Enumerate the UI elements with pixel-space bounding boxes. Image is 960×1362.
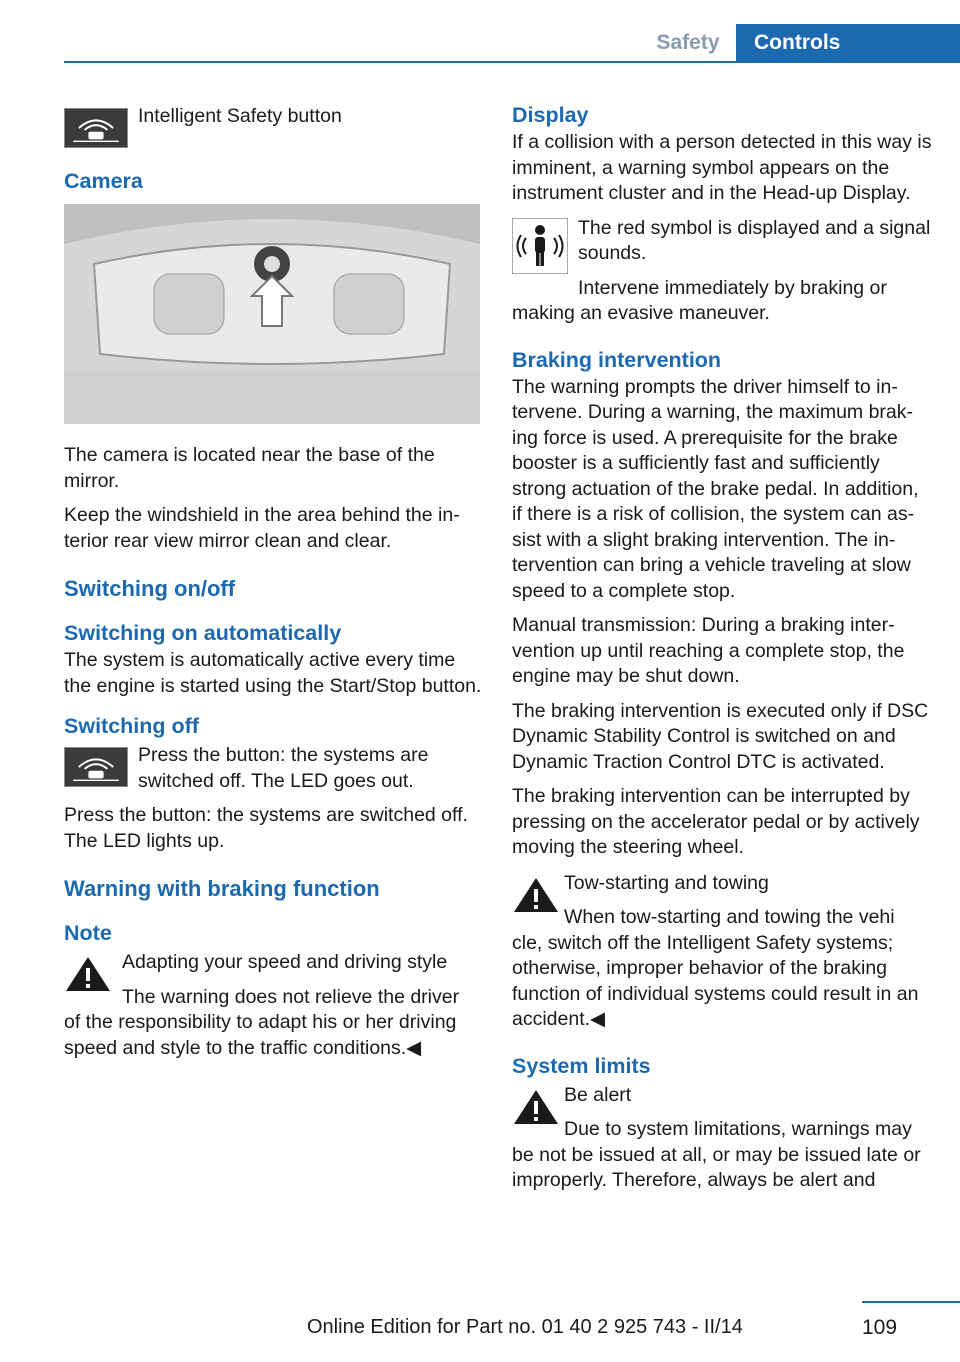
camera-heading: Camera xyxy=(64,169,143,193)
switching-off-row xyxy=(64,743,482,803)
page-number: 109 xyxy=(862,1316,898,1339)
towing-body-first-line: When tow-starting and towing the vehi xyxy=(564,906,895,928)
symbol-paragraph-2: Intervene immediately by braking or xyxy=(578,276,887,299)
switching-off-paragraph: Press the button: the systems are switched off. The LED lights up. xyxy=(64,804,468,852)
edition-footer: Online Edition for Part no. 01 40 2 925 743 - II/14 xyxy=(307,1316,743,1338)
be-alert-box xyxy=(512,1083,932,1194)
towing-title: Tow-starting and towing xyxy=(564,871,769,894)
camera-location-image xyxy=(64,204,480,424)
note-body-first-line: The warning does not relieve the driver xyxy=(122,985,460,1008)
braking-paragraph-2: Manual transmission: During a braking intervention up until reaching a complete stop, the engine may be shut down. xyxy=(512,614,905,687)
switching-off-heading: Switching off xyxy=(64,714,199,738)
left-column xyxy=(64,100,482,1070)
note-box xyxy=(64,950,482,1061)
intelligent-safety-button-icon xyxy=(64,108,128,148)
pedestrian-symbol-row xyxy=(512,216,932,327)
footer-rule xyxy=(862,1301,960,1303)
switching-auto-paragraph: The system is automatically active every time the engine is started using the Start/Stop button. xyxy=(64,649,482,697)
be-alert-body-first-line: Due to system limitations, warnings may xyxy=(564,1118,912,1140)
braking-paragraph-1: The warning prompts the driver himself to intervene. During a warning, the maximum braking force is used. A prerequisite for the brake booster is a sufficiently fast and sufficiently strong actuation of the brake pedal. In addition, if there is a risk of collision, the system can assist with a slight braking intervention. The intervention can bring a vehicle traveling at slow speed to a complete stop. xyxy=(512,375,919,602)
symbol-paragraph-1: The red symbol is displayed and a signal sounds. xyxy=(578,216,931,264)
intelligent-safety-button-row xyxy=(64,104,482,152)
note-title: Adapting your speed and driving style xyxy=(122,951,448,973)
warning-braking-heading: Warning with braking function xyxy=(64,876,380,901)
camera-paragraph-2: Keep the windshield in the area behind the interior rear view mirror clean and clear. xyxy=(64,504,460,552)
pedestrian-warning-icon xyxy=(512,218,568,274)
towing-note-box xyxy=(512,871,932,1033)
switching-auto-heading: Switching on automatically xyxy=(64,621,342,645)
warning-triangle-icon xyxy=(64,954,112,994)
header-tab-safety[interactable]: Safety xyxy=(656,31,720,54)
right-column xyxy=(512,100,932,1203)
system-limits-heading: System limits xyxy=(512,1053,651,1078)
header-tab-controls[interactable]: Controls xyxy=(736,24,960,63)
camera-paragraph-1: The camera is located near the base of the mirror. xyxy=(64,444,435,492)
braking-paragraph-3: The braking intervention is executed only if DSC Dynamic Stability Control is switched on and Dynamic Traction Control DTC is activated. xyxy=(512,699,929,773)
display-paragraph: If a collision with a person detected in this way is imminent, a warning symbol appears on the instrument cluster and in the Head-up Display. xyxy=(512,131,932,204)
note-body: of the responsibility to adapt his or her driving speed and style to the traffic conditions.◀ xyxy=(64,1011,457,1059)
braking-paragraph-4: The braking intervention can be interrupted by pressing on the accelerator pedal or by actively moving the steering wheel. xyxy=(512,785,920,858)
towing-body: cle, switch off the Intelligent Safety systems; otherwise, improper behavior of the braking function of individual systems could result in an accident.◀ xyxy=(512,931,919,1030)
be-alert-title: Be alert xyxy=(564,1083,632,1106)
button-caption: Intelligent Safety button xyxy=(138,105,342,127)
intelligent-safety-button-icon xyxy=(64,747,128,787)
be-alert-body: be not be issued at all, or may be issued late or improperly. Therefore, always be alert and xyxy=(512,1143,921,1191)
symbol-paragraph-2-cont: making an evasive maneuver. xyxy=(512,302,770,324)
warning-triangle-icon xyxy=(512,875,560,915)
switching-heading: Switching on/off xyxy=(64,576,236,601)
display-heading: Display xyxy=(512,103,589,127)
warning-triangle-icon xyxy=(512,1087,560,1127)
braking-intervention-heading: Braking intervention xyxy=(512,347,722,372)
note-heading: Note xyxy=(64,921,112,945)
switching-off-caption: Press the button: the systems are switched off. The LED goes out. xyxy=(138,744,429,792)
